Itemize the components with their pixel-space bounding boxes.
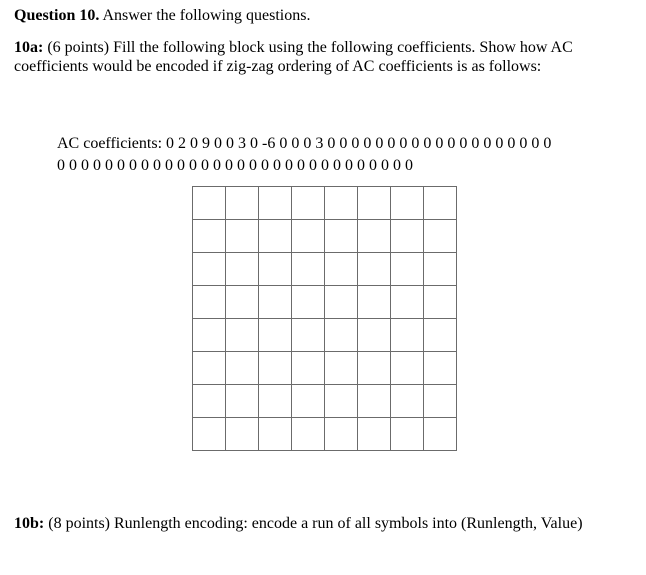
grid-cell[interactable] [424, 418, 457, 451]
part-a-prompt [14, 38, 634, 76]
grid-cell[interactable] [226, 220, 259, 253]
grid-cell[interactable] [259, 352, 292, 385]
grid-cell[interactable] [391, 220, 424, 253]
grid-cell[interactable] [292, 352, 325, 385]
grid-cell[interactable] [292, 319, 325, 352]
grid-cell[interactable] [358, 385, 391, 418]
grid-cell[interactable] [259, 187, 292, 220]
grid-cell[interactable] [424, 286, 457, 319]
grid-cell[interactable] [325, 187, 358, 220]
grid-cell[interactable] [424, 220, 457, 253]
grid-cell[interactable] [358, 319, 391, 352]
question-intro: Answer the following questions. [99, 7, 311, 24]
grid-cell[interactable] [358, 352, 391, 385]
grid-cell[interactable] [226, 352, 259, 385]
grid-cell[interactable] [325, 385, 358, 418]
grid-cell[interactable] [325, 253, 358, 286]
ac-coefficients-line-2: 0 0 0 0 0 0 0 0 0 0 0 0 0 0 0 0 0 0 0 0 0 0 0 0 0 0 0 0 0 0 [57, 157, 413, 174]
grid-cell[interactable] [259, 220, 292, 253]
grid-cell[interactable] [391, 319, 424, 352]
grid-cell[interactable] [358, 187, 391, 220]
grid-cell[interactable] [259, 319, 292, 352]
grid-cell[interactable] [358, 220, 391, 253]
grid-cell[interactable] [391, 253, 424, 286]
grid-cell[interactable] [193, 385, 226, 418]
grid-cell[interactable] [292, 187, 325, 220]
grid-cell[interactable] [325, 220, 358, 253]
grid-cell[interactable] [424, 352, 457, 385]
grid-cell[interactable] [193, 286, 226, 319]
grid-cell[interactable] [358, 286, 391, 319]
grid-cell[interactable] [358, 418, 391, 451]
grid-cell[interactable] [292, 286, 325, 319]
part-b-prompt [14, 514, 634, 533]
grid-cell[interactable] [259, 418, 292, 451]
grid-cell[interactable] [325, 352, 358, 385]
grid-cell[interactable] [325, 418, 358, 451]
part-a-text: (6 points) Fill the following block using the following coefficients. Show how AC coefficients would be encoded if zig-zag ordering of AC coefficients is as follows: [14, 39, 573, 75]
grid-cell[interactable] [424, 385, 457, 418]
grid-cell[interactable] [391, 187, 424, 220]
ac-coefficients-line-1: AC coefficients: 0 2 0 9 0 0 3 0 -6 0 0 0 3 0 0 0 0 0 0 0 0 0 0 0 0 0 0 0 0 0 0 0 [57, 135, 552, 152]
question-heading [14, 6, 634, 25]
grid-cell[interactable] [391, 385, 424, 418]
grid-cell[interactable] [193, 418, 226, 451]
coefficient-block-grid [192, 186, 457, 451]
grid-cell[interactable] [325, 319, 358, 352]
grid-cell[interactable] [358, 253, 391, 286]
grid-cell[interactable] [193, 220, 226, 253]
grid-cell[interactable] [292, 418, 325, 451]
part-b-label: 10b: [14, 515, 45, 532]
part-b-text: (8 points) Runlength encoding: encode a run of all symbols into (Runlength, Value) [44, 515, 583, 532]
grid-cell[interactable] [193, 352, 226, 385]
grid-cell[interactable] [424, 187, 457, 220]
grid-cell[interactable] [391, 286, 424, 319]
grid-cell[interactable] [226, 187, 259, 220]
grid-cell[interactable] [193, 187, 226, 220]
grid-cell[interactable] [292, 220, 325, 253]
grid-cell[interactable] [259, 385, 292, 418]
grid-cell[interactable] [193, 319, 226, 352]
grid-cell[interactable] [292, 385, 325, 418]
question-number: Question 10. [14, 7, 100, 24]
grid-cell[interactable] [226, 418, 259, 451]
grid-cell[interactable] [391, 418, 424, 451]
part-a-label: 10a: [14, 39, 44, 56]
grid-cell[interactable] [259, 286, 292, 319]
grid-cell[interactable] [424, 253, 457, 286]
grid-cell[interactable] [424, 319, 457, 352]
grid-cell[interactable] [325, 286, 358, 319]
grid-cell[interactable] [391, 352, 424, 385]
grid-cell[interactable] [226, 385, 259, 418]
grid-cell[interactable] [292, 253, 325, 286]
grid-cell[interactable] [226, 253, 259, 286]
grid-cell[interactable] [193, 253, 226, 286]
grid-cell[interactable] [259, 253, 292, 286]
grid-cell[interactable] [226, 319, 259, 352]
grid-cell[interactable] [226, 286, 259, 319]
